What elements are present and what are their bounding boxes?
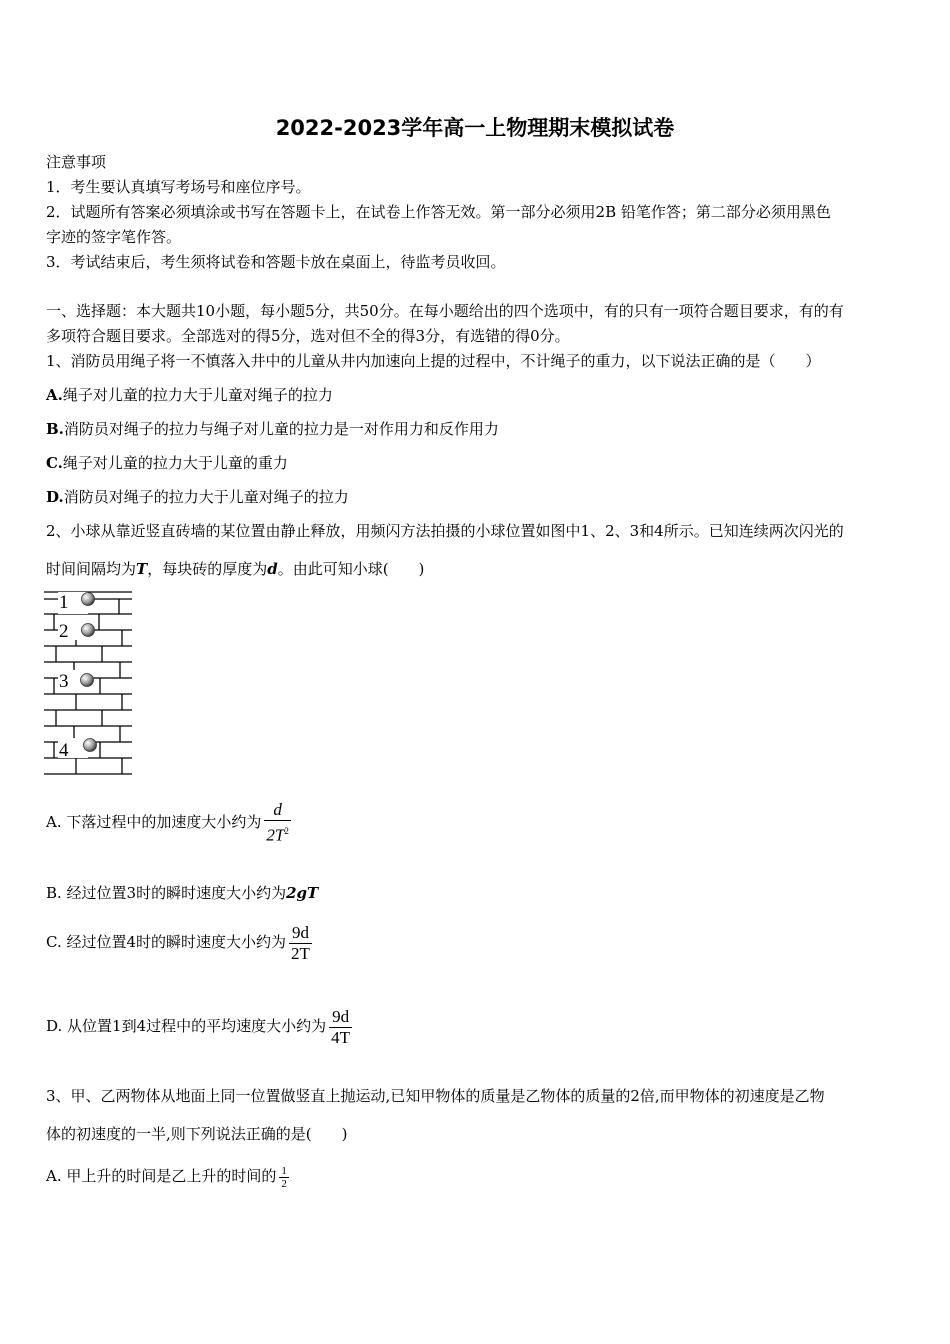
q2-stem-text: ，每块砖的厚度为 [147, 560, 268, 578]
period-symbol: T [136, 560, 148, 578]
q1-stem: 1、消防员用绳子将一不慎落入井中的儿童从井内加速向上提的过程中，不计绳子的重力，以下说法正确的是（ ） [46, 352, 821, 370]
q1-option-c [46, 453, 288, 473]
fraction-numerator: 9d [289, 923, 312, 944]
option-letter: B. [46, 420, 64, 438]
q2-option-b [46, 883, 318, 903]
thickness-symbol: d [267, 560, 278, 578]
q2-stem-text: 时间间隔均为 [46, 560, 137, 578]
notice-item-2: 2．试题所有答案必须填涂或书写在答题卡上，在试卷上作答无效。第一部分必须用2B 铅笔作答；第二部分必须用黑色 [46, 203, 831, 221]
ball-position-2 [82, 624, 95, 637]
q1-option-b [46, 419, 499, 439]
option-text: D. 从位置1到4过程中的平均速度大小约为 [46, 1017, 327, 1035]
fraction-numerator: d [264, 800, 290, 821]
section-intro-1: 一、选择题：本大题共10小题，每小题5分，共50分。在每小题给出的四个选项中，有的只有一项符合题目要求，有的有 [46, 302, 844, 320]
fraction [279, 1165, 289, 1190]
notice-heading: 注意事项 [46, 153, 107, 171]
fraction-denominator: 4T [331, 1027, 351, 1047]
q1-option-a [46, 385, 333, 405]
option-text: 消防员对绳子的拉力大于儿童对绳子的拉力 [63, 488, 349, 506]
q3-option-a [46, 1158, 289, 1194]
q2-option-c [46, 920, 312, 964]
option-text: 绳子对儿童的拉力大于儿童对绳子的拉力 [62, 386, 333, 404]
option-text: C. 经过位置4时的瞬时速度大小约为 [46, 933, 287, 951]
fraction-denominator: 2 [281, 1177, 287, 1190]
section-intro-2: 多项符合题目要求。全部选对的得5分，选对但不全的得3分，有选错的得0分。 [46, 327, 570, 345]
q2-stem-text: 。由此可知小球( ) [277, 560, 425, 578]
position-label-4: 4 [59, 740, 69, 761]
notice-item-2-cont: 字迹的签字笔作答。 [46, 228, 182, 246]
q2-option-d [46, 1004, 352, 1048]
option-text: B. 经过位置3时的瞬时速度大小约为 [46, 884, 287, 902]
option-text: 消防员对绳子的拉力与绳子对儿童的拉力是一对作用力和反作用力 [63, 420, 499, 438]
option-text: 绳子对儿童的拉力大于儿童的重力 [62, 454, 288, 472]
q2-stem-line1: 2、小球从靠近竖直砖墙的某位置由静止释放，用频闪方法拍摄的小球位置如图中1、2、3和4所示。已知连续两次闪光的 [46, 522, 844, 540]
position-label-3: 3 [59, 671, 69, 692]
ball-position-3 [81, 674, 94, 687]
fraction [264, 800, 290, 846]
denominator-text: 2T [266, 825, 285, 845]
notice-item-1: 1．考生要认真填写考场号和座位序号。 [46, 178, 311, 196]
fraction-denominator [264, 821, 290, 846]
q1-option-d [46, 487, 349, 507]
brick-wall-figure [44, 588, 134, 784]
q2-stem-line2 [46, 559, 424, 579]
notice-item-3: 3．考试结束后，考生须将试卷和答题卡放在桌面上，待监考员收回。 [46, 253, 506, 271]
option-letter: D. [46, 488, 64, 506]
ball-position-1 [82, 593, 95, 606]
exponent: 2 [284, 826, 289, 837]
q3-stem-line2: 体的初速度的一半,则下列说法正确的是( ) [46, 1125, 348, 1143]
position-label-1: 1 [59, 592, 69, 613]
q3-stem-line1: 3、甲、乙两物体从地面上同一位置做竖直上抛运动,已知甲物体的质量是乙物体的质量的2倍,而甲物体的初速度是乙物 [46, 1087, 825, 1105]
page-title: 2022-2023学年高一上物理期末模拟试卷 [275, 116, 675, 140]
fraction-denominator: 2T [291, 943, 310, 963]
option-letter: C. [46, 454, 63, 472]
option-letter: A. [46, 386, 63, 404]
fraction-numerator: 1 [281, 1164, 287, 1177]
option-text: A. 下落过程中的加速度大小约为 [46, 813, 262, 831]
ball-position-4 [84, 739, 97, 752]
option-value: 2gT [286, 884, 319, 902]
fraction [329, 1007, 352, 1048]
q2-option-a [46, 800, 291, 846]
position-label-2: 2 [59, 621, 69, 642]
option-text: A. 甲上升的时间是乙上升的时间的 [46, 1167, 277, 1185]
fraction [289, 923, 312, 964]
fraction-numerator: 9d [329, 1007, 352, 1028]
